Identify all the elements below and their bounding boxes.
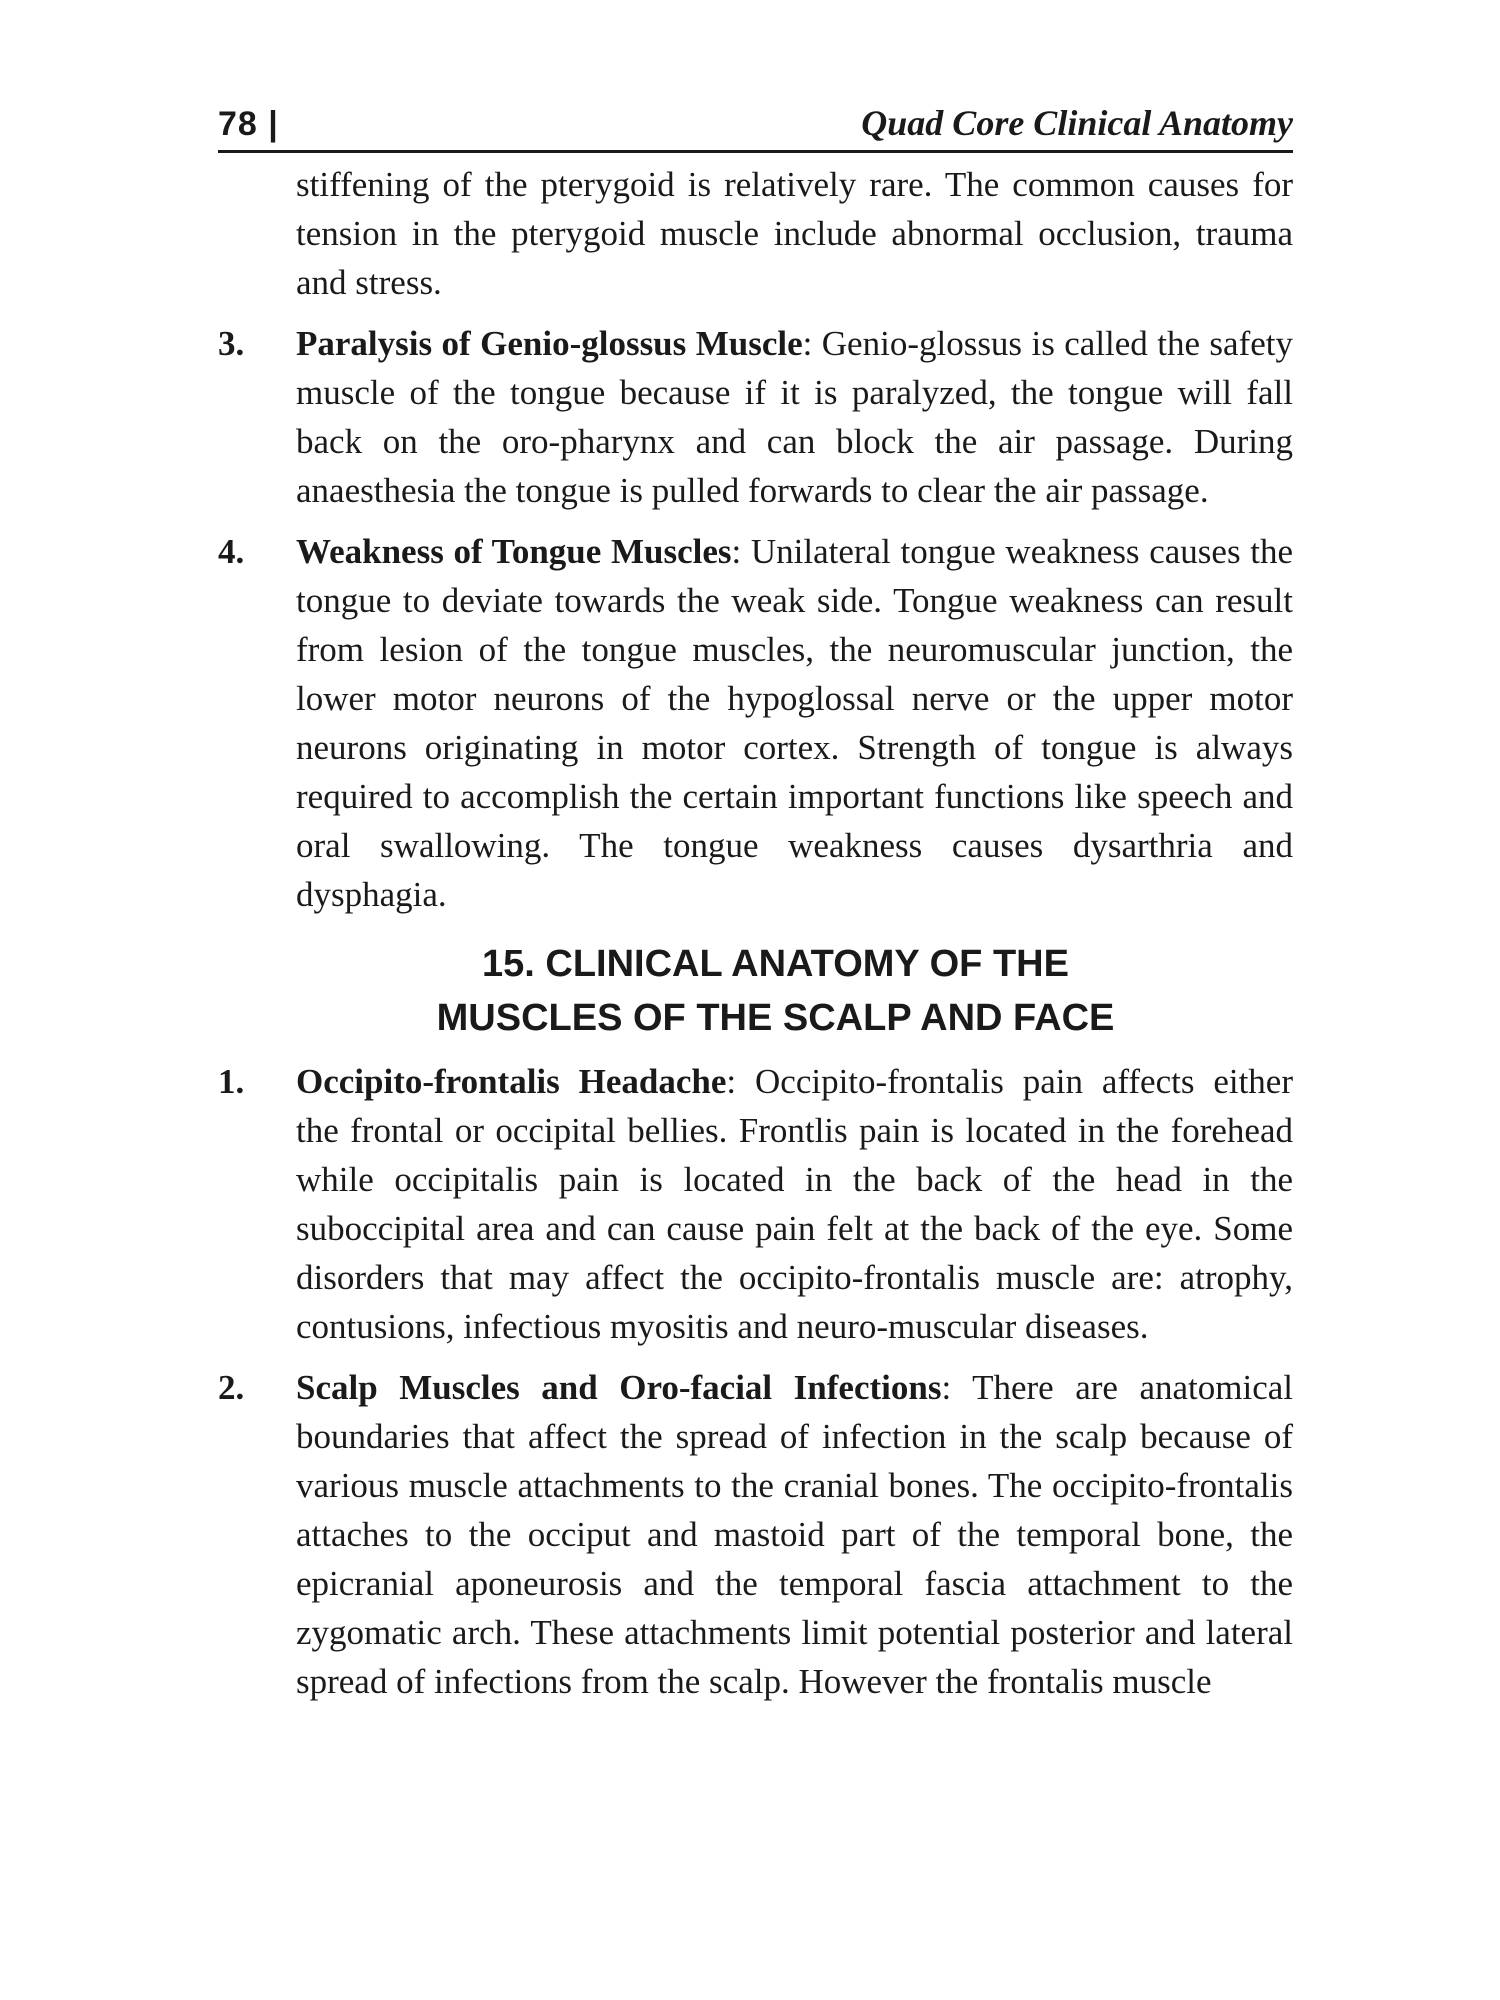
item-text: : Unilateral tongue weakness causes the tongue to deviate towards the weak side. Tongue weakness can result from lesion of the tongue muscles, the neuromuscular junction, the lower motor neurons of the hypoglossal nerve or the upper motor neurons originating in motor cortex. Strength of tongue is always required to accomplish the certain important functions like speech and oral swallowing. The tongue weakness causes dysarthria and dysphagia. — [296, 532, 1294, 914]
item-body — [296, 1057, 1293, 1351]
section-heading — [218, 937, 1293, 1045]
item-number: 3. — [218, 324, 245, 363]
running-header — [218, 98, 1293, 153]
section-heading-line: MUSCLES OF THE SCALP AND FACE — [436, 997, 1115, 1039]
page-number: 78 | — [218, 105, 279, 143]
item-number: 4. — [218, 532, 245, 571]
item-text: : There are anatomical boundaries that affect the spread of infection in the scalp because of various muscle attachments to the cranial bones. The occipito-frontalis attaches to the occiput and mastoid part of the temporal bone, the epicranial aponeurosis and the temporal fascia attachment to the zygomatic arch. These attachments limit potential posterior and lateral spread of infections from the scalp. However the frontalis muscle — [296, 1368, 1293, 1701]
list-item — [218, 319, 1293, 515]
item-body — [296, 319, 1293, 515]
list-item — [218, 1057, 1293, 1351]
item-heading: Paralysis of Genio-glossus Muscle — [296, 324, 803, 363]
item-heading: Weakness of Tongue Muscles — [296, 532, 732, 571]
item-heading: Scalp Muscles and Oro-facial Infections — [296, 1368, 942, 1407]
item-body — [296, 527, 1293, 919]
body-text — [218, 160, 1293, 1706]
section-heading-line: 15. CLINICAL ANATOMY OF THE — [482, 943, 1069, 985]
item-number: 2. — [218, 1368, 245, 1407]
item-heading: Occipito-frontalis Headache — [296, 1062, 727, 1101]
list-item — [218, 1363, 1293, 1706]
list-item — [218, 527, 1293, 919]
item-number: 1. — [218, 1062, 245, 1101]
book-title: Quad Core Clinical Anatomy — [861, 103, 1293, 143]
continued-paragraph: stiffening of the pterygoid is relatively rare. The common causes for tension in the pterygoid muscle include abnormal occlusion, trauma and stress. — [296, 165, 1293, 302]
item-text: : Occipito-frontalis pain affects either the frontal or occipital bellies. Frontlis pain is located in the forehead while occipitalis pain is located in the back of the head in the suboccipital area and can cause pain felt at the back of the eye. Some disorders that may affect the occipito-frontalis muscle are: atrophy, contusions, infectious myositis and neuro-muscular diseases. — [296, 1062, 1293, 1346]
item-text: : Genio-glossus is called the safety muscle of the tongue because if it is paralyzed, the tongue will fall back on the oro-pharynx and can block the air passage. During anaesthesia the tongue is pulled forwards to clear the air passage. — [296, 324, 1293, 510]
item-body — [296, 1363, 1293, 1706]
